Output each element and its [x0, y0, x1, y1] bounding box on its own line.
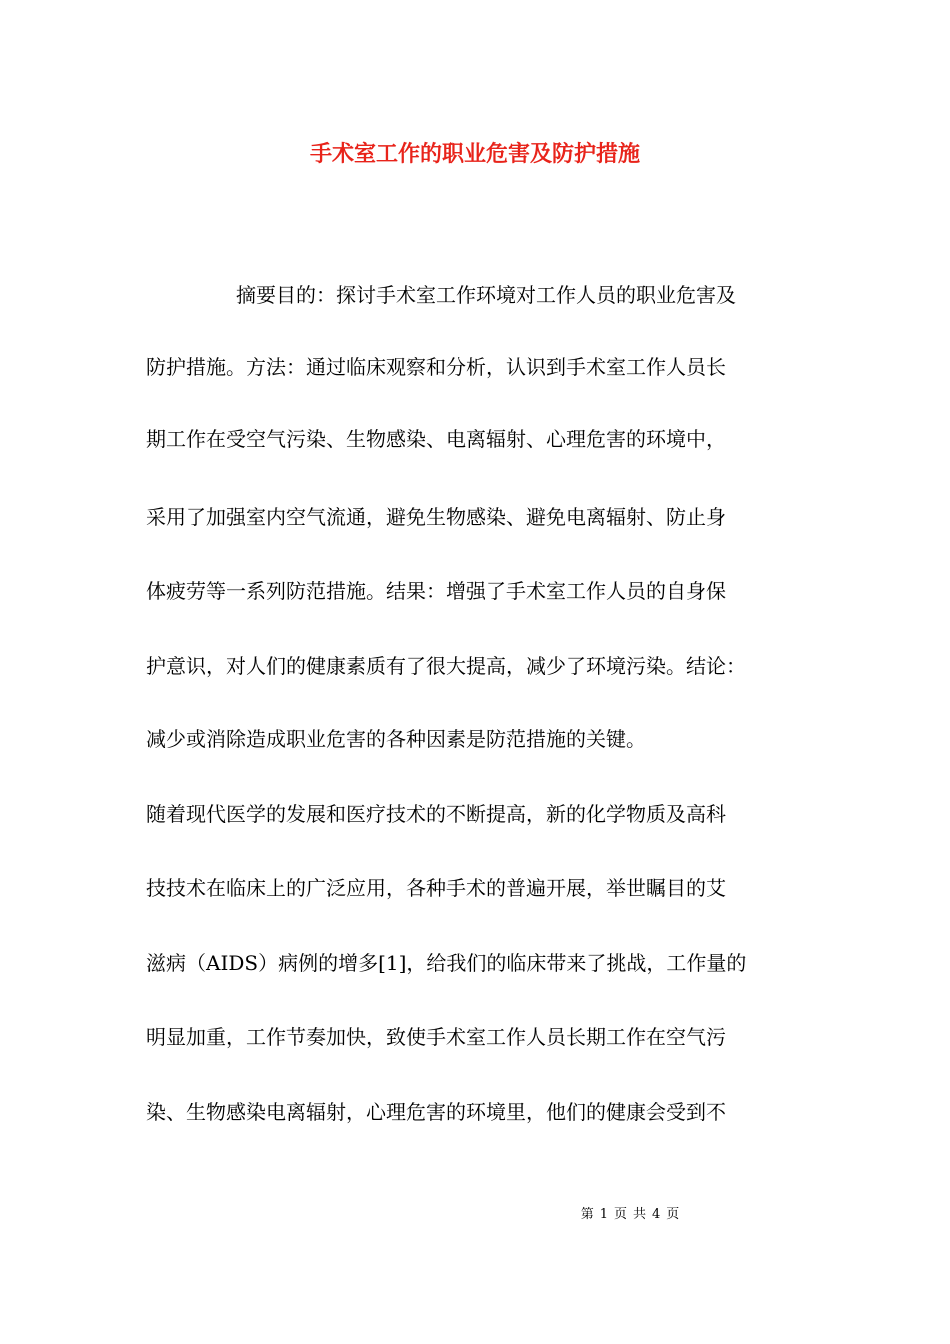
footer-current-page: 1	[599, 1207, 608, 1222]
footer-suffix: 页	[666, 1207, 680, 1222]
paragraph-line: 滋病（AIDS）病例的增多[1]，给我们的临床带来了挑战，工作量的	[146, 951, 747, 975]
paragraph-line: 减少或消除造成职业危害的各种因素是防范措施的关键。	[146, 727, 646, 751]
paragraph-line: 期工作在受空气污染、生物感染、电离辐射、心理危害的环境中，	[146, 427, 726, 451]
document-title: 手术室工作的职业危害及防护措施	[309, 141, 640, 167]
paragraph-line: 防护措施。方法：通过临床观察和分析，认识到手术室工作人员长	[146, 355, 726, 379]
page-footer	[0, 1205, 950, 1225]
paragraph-line: 随着现代医学的发展和医疗技术的不断提高，新的化学物质及高科	[146, 802, 726, 826]
paragraph-line: 体疲劳等一系列防范措施。结果：增强了手术室工作人员的自身保	[146, 579, 726, 603]
footer-page-word: 页	[613, 1207, 627, 1222]
paragraph-line: 技技术在临床上的广泛应用，各种手术的普遍开展，举世瞩目的艾	[146, 876, 726, 900]
paragraph-line: 护意识，对人们的健康素质有了很大提高，减少了环境污染。结论：	[146, 654, 746, 678]
paragraph-line: 摘要目的：探讨手术室工作环境对工作人员的职业危害及	[236, 283, 736, 307]
paragraph-line: 采用了加强室内空气流通，避免生物感染、避免电离辐射、防止身	[146, 505, 726, 529]
paragraph-line: 明显加重，工作节奏加快，致使手术室工作人员长期工作在空气污	[146, 1025, 726, 1049]
footer-total-word: 共	[633, 1207, 647, 1222]
footer-prefix: 第	[580, 1207, 594, 1222]
footer-total-pages: 4	[652, 1207, 661, 1222]
paragraph-line: 染、生物感染电离辐射，心理危害的环境里，他们的健康会受到不	[146, 1100, 726, 1124]
